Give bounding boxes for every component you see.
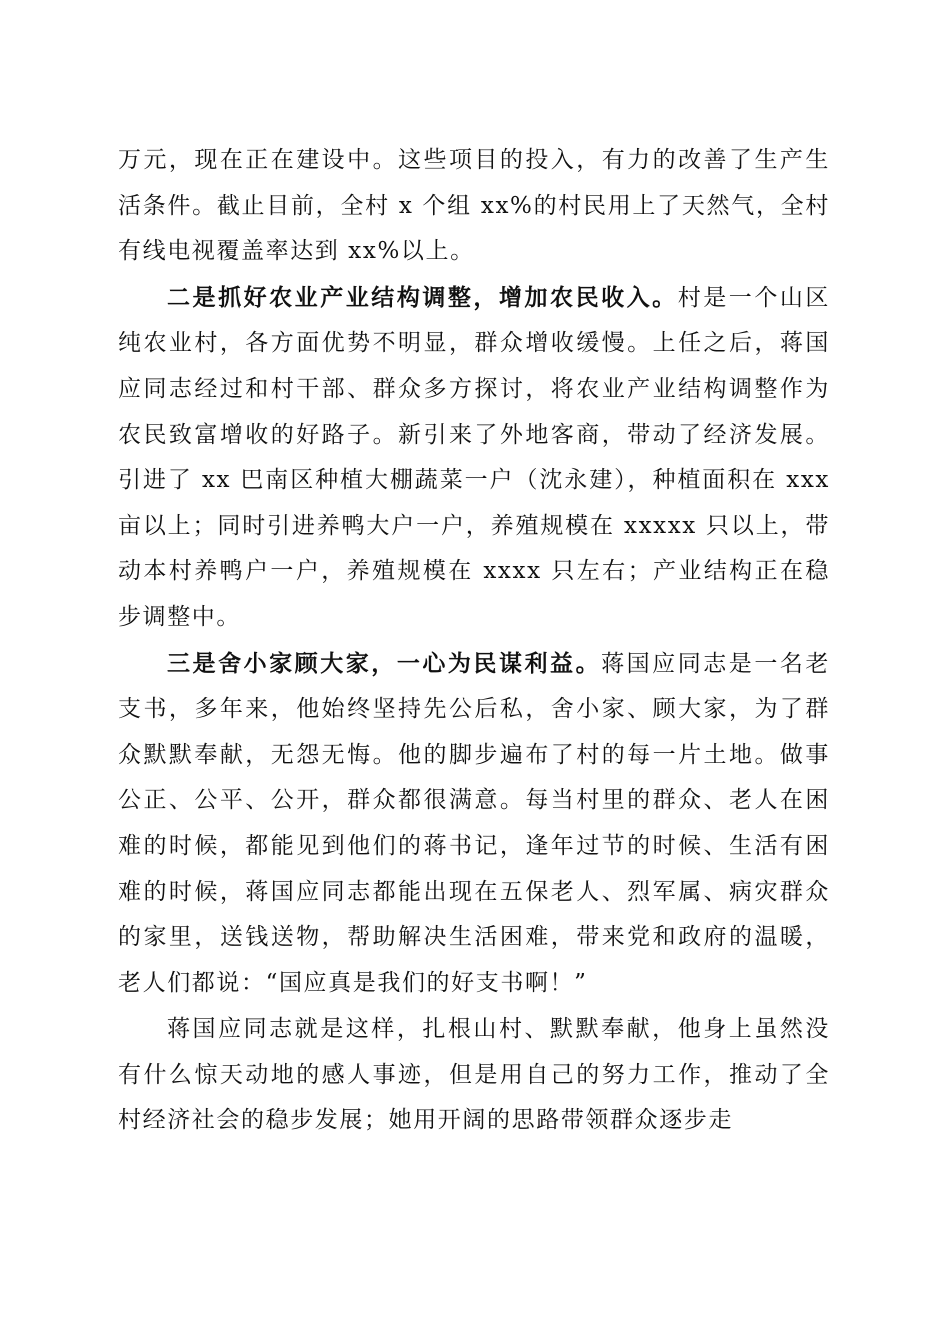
paragraph-2-text: 村是一个山区纯农业村，各方面优势不明显，群众增收缓慢。上任之后，蒋国应同志经过和村干部、群众多方探讨，将农业产业结构调整作为农民致富增收的好路子。新引来了外地客商，带动了经济发展。引进了 xx 巴南区种植大棚蔬菜一户（沈永建），种植面积在 xxx 亩以上；同时引进养鸭大户一户，养殖规模在 xxxxx 只以上，带动本村养鸭户一户，养殖规模在 xxxx 只左右；产业结构正在稳步调整中。	[118, 284, 830, 630]
paragraph-3-text: 蒋国应同志是一名老支书，多年来，他始终坚持先公后私，舍小家、顾大家，为了群众默默奉献，无怨无悔。他的脚步遍布了村的每一片土地。做事公正、公平、公开，群众都很满意。每当村里的群众、老人在困难的时候，都能见到他们的蒋书记，逢年过节的时候、生活有困难的时候，蒋国应同志都能出现在五保老人、烈军属、病灾群众的家里，送钱送物，帮助解决生活困难，带来党和政府的温暖，老人们都说：“国应真是我们的好支书啊！”	[118, 650, 830, 996]
document-body	[118, 137, 830, 1144]
paragraph-3	[118, 641, 830, 1007]
paragraph-2-lead: 二是抓好农业产业结构调整，增加农民收入。	[167, 283, 678, 311]
paragraph-2	[118, 275, 830, 641]
paragraph-3-lead: 三是舍小家顾大家，一心为民谋利益。	[167, 649, 602, 677]
paragraph-1	[118, 137, 830, 275]
paragraph-1-text: 万元，现在正在建设中。这些项目的投入，有力的改善了生产生活条件。截止目前，全村 x 个组 xx%的村民用上了天然气，全村有线电视覆盖率达到 xx%以上。	[118, 147, 830, 265]
paragraph-4	[118, 1006, 830, 1144]
paragraph-4-text: 蒋国应同志就是这样，扎根山村、默默奉献，他身上虽然没有什么惊天动地的感人事迹，但是用自己的努力工作，推动了全村经济社会的稳步发展；她用开阔的思路带领群众逐步走	[118, 1016, 830, 1134]
